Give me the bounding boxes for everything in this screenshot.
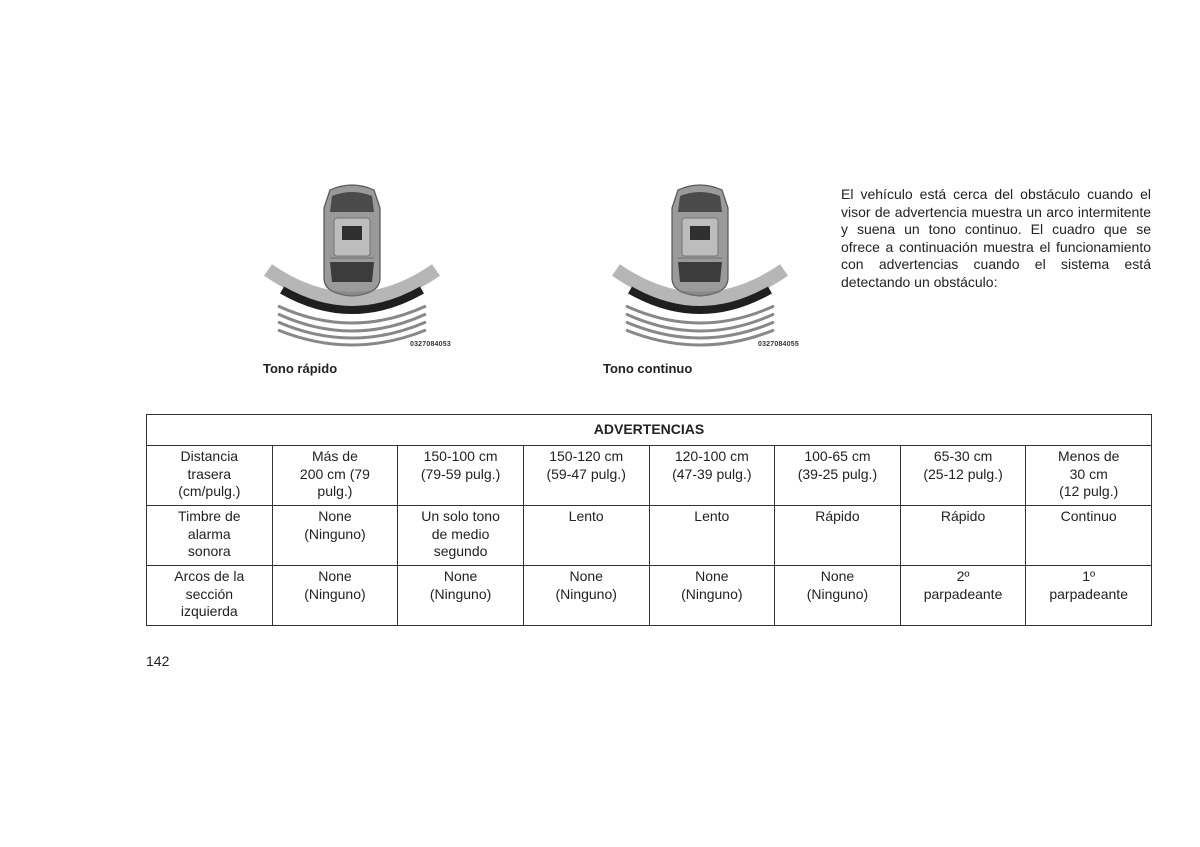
figure-code: 0327084053	[410, 341, 451, 348]
table-row	[147, 506, 1152, 566]
table-cell: Distancia trasera (cm/pulg.)	[147, 446, 273, 506]
table-cell: Lento	[649, 506, 775, 566]
table-cell: None (Ninguno)	[775, 566, 901, 626]
figure-caption: Tono continuo	[603, 361, 693, 376]
table-cell: Rápido	[900, 506, 1026, 566]
figure-caption: Tono rápido	[263, 361, 338, 376]
table-cell: Arcos de la sección izquierda	[147, 566, 273, 626]
table-cell: 2º parpadeante	[900, 566, 1026, 626]
page-number: 142	[146, 653, 170, 669]
table-cell: Timbre de alarma sonora	[147, 506, 273, 566]
figure-tono-rapido	[248, 178, 468, 358]
table-cell: Más de 200 cm (79 pulg.)	[272, 446, 398, 506]
table-cell: 150-100 cm (79-59 pulg.)	[398, 446, 524, 506]
table-row	[147, 566, 1152, 626]
table-cell: None (Ninguno)	[272, 566, 398, 626]
table-cell: None (Ninguno)	[649, 566, 775, 626]
table-cell: 150-120 cm (59-47 pulg.)	[523, 446, 649, 506]
figure-code: 0327084055	[758, 341, 799, 348]
table-cell: 65-30 cm (25-12 pulg.)	[900, 446, 1026, 506]
table-cell: None (Ninguno)	[523, 566, 649, 626]
table-cell: Menos de 30 cm (12 pulg.)	[1026, 446, 1152, 506]
table-cell: Un solo tono de medio segundo	[398, 506, 524, 566]
table-cell: Continuo	[1026, 506, 1152, 566]
table-cell: 1º parpadeante	[1026, 566, 1152, 626]
table-cell: 120-100 cm (47-39 pulg.)	[649, 446, 775, 506]
table-cell: Lento	[523, 506, 649, 566]
table-row	[147, 446, 1152, 506]
table-title: ADVERTENCIAS	[147, 415, 1152, 446]
car-parking-sensor-illustration	[596, 178, 816, 348]
table-cell: None (Ninguno)	[272, 506, 398, 566]
table-cell: None (Ninguno)	[398, 566, 524, 626]
intro-paragraph: El vehículo está cerca del obstáculo cuando el visor de advertencia muestra un arco intermitente y suena un tono continuo. El cuadro que se ofrece a continuación muestra el funcionamiento con advertencias cuando el sistema está detectando un obstáculo:	[841, 186, 1151, 290]
table-cell: 100-65 cm (39-25 pulg.)	[775, 446, 901, 506]
table-title-row	[147, 415, 1152, 446]
table-cell: Rápido	[775, 506, 901, 566]
car-parking-sensor-illustration	[248, 178, 468, 348]
warnings-table	[146, 414, 1152, 626]
figure-tono-continuo	[596, 178, 816, 358]
